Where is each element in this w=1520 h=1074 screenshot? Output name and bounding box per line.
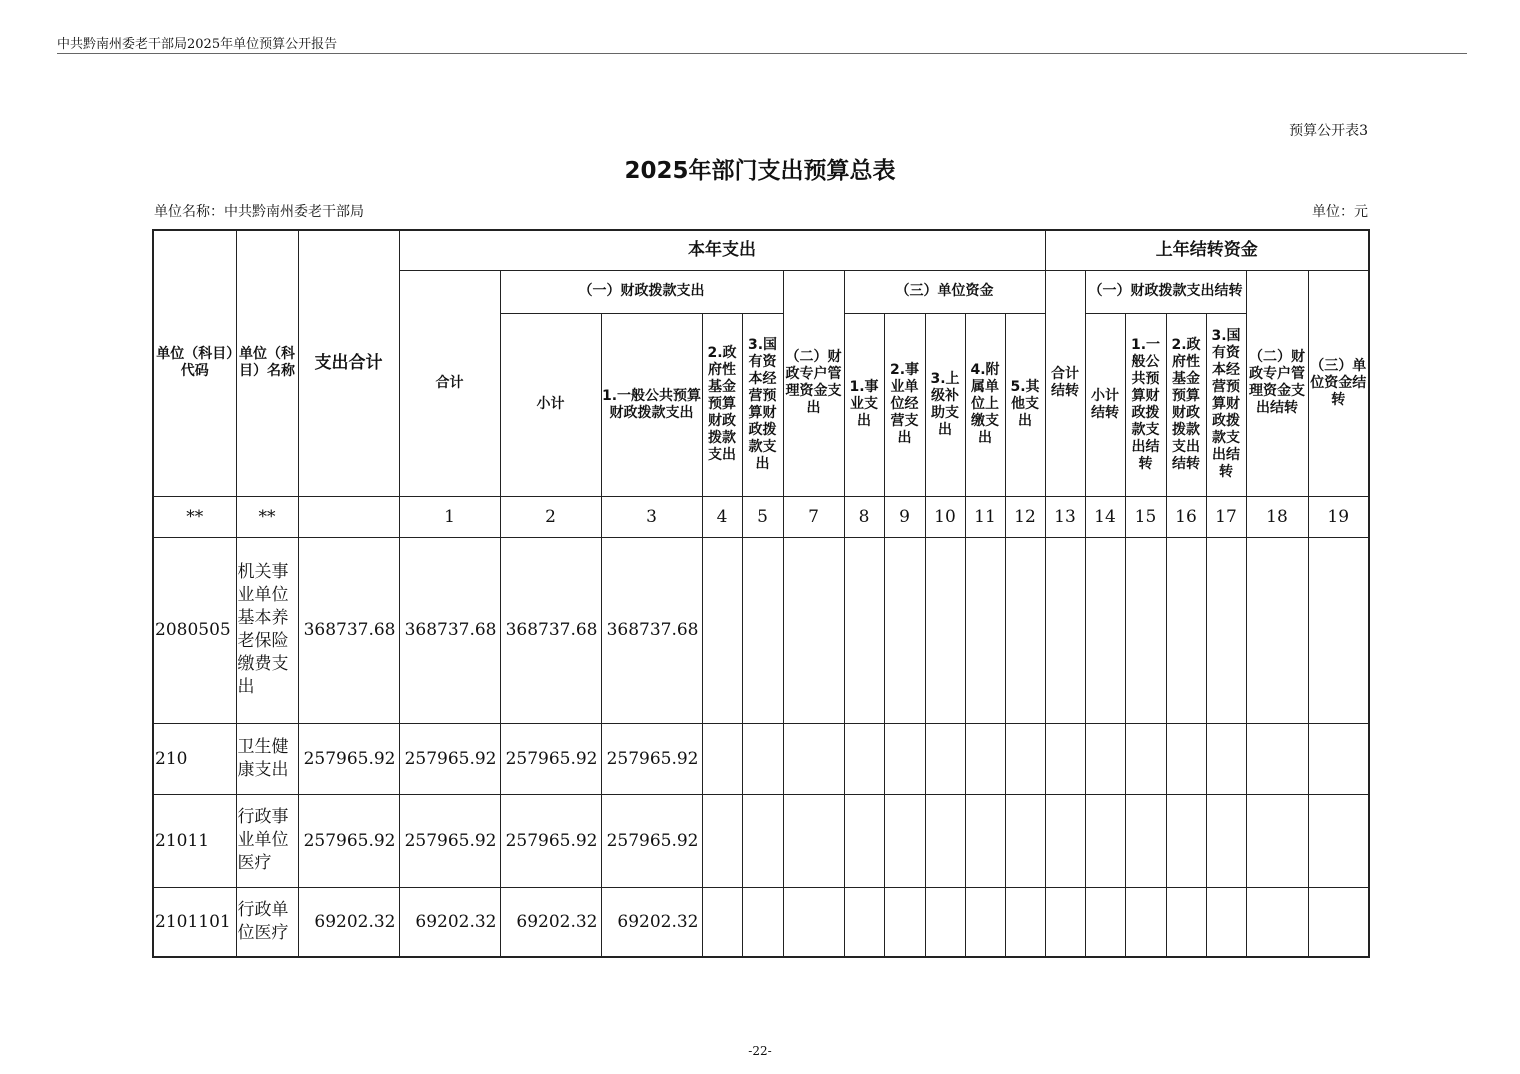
header-code: 单位（科目）代码 [153, 230, 236, 496]
row-cy-total: 257965.92 [399, 794, 500, 887]
column-number [298, 496, 399, 537]
page-number: -22- [748, 1044, 772, 1058]
form-id: 预算公开表3 [1289, 123, 1368, 139]
header-cy-subtotal: 小计 [500, 313, 601, 496]
header-py-unit-funds: （三）单位资金结转 [1308, 270, 1369, 496]
row-cy-total: 257965.92 [399, 723, 500, 794]
column-number: 11 [965, 496, 1005, 537]
column-number: ** [236, 496, 298, 537]
row-general: 69202.32 [601, 887, 702, 957]
column-number: 15 [1125, 496, 1166, 537]
column-number: 19 [1308, 496, 1369, 537]
header-py-subtotal: 小计结转 [1085, 313, 1125, 496]
header-current-year: 本年支出 [399, 230, 1045, 270]
header-prior-year: 上年结转资金 [1045, 230, 1369, 270]
table-row [153, 537, 1369, 723]
header-cy-gov-fund: 2.政府性基金预算财政拨款支出 [702, 313, 742, 496]
column-number-row [153, 496, 1369, 537]
header-cy-subsidy: 3.上级补助支出 [925, 313, 965, 496]
currency-unit: 单位：元 [1312, 204, 1368, 220]
column-number: 16 [1166, 496, 1206, 537]
header-cy-operating: 2.事业单位经营支出 [884, 313, 925, 496]
row-total: 257965.92 [298, 794, 399, 887]
header-py-total: 合计结转 [1045, 270, 1085, 496]
table-row [153, 723, 1369, 794]
row-code: 21011 [153, 794, 236, 887]
row-cy-total: 69202.32 [399, 887, 500, 957]
header-cy-state-capital: 3.国有资本经营预算财政拨款支出 [742, 313, 783, 496]
header-cy-affiliated: 4.附属单位上缴支出 [965, 313, 1005, 496]
header-cy-business: 1.事业支出 [844, 313, 884, 496]
column-number: 3 [601, 496, 702, 537]
column-number: 10 [925, 496, 965, 537]
header-cy-unit-funds: （三）单位资金 [844, 270, 1045, 313]
running-header: 中共黔南州委老干部局2025年单位预算公开报告 [57, 37, 338, 52]
row-name: 行政事业单位医疗 [236, 794, 298, 887]
unit-name: 单位名称：中共黔南州委老干部局 [154, 204, 364, 220]
row-name: 行政单位医疗 [236, 887, 298, 957]
row-name: 卫生健康支出 [236, 723, 298, 794]
header-name: 单位（科目）名称 [236, 230, 298, 496]
column-number: 4 [702, 496, 742, 537]
header-py-special: （二）财政专户管理资金支出结转 [1246, 270, 1308, 496]
column-number: 17 [1206, 496, 1246, 537]
table-row [153, 887, 1369, 957]
row-subtotal: 257965.92 [500, 723, 601, 794]
table-row [153, 794, 1369, 887]
column-number: 14 [1085, 496, 1125, 537]
column-number: 1 [399, 496, 500, 537]
row-subtotal: 368737.68 [500, 537, 601, 723]
header-py-general: 1.一般公共预算财政拨款支出结转 [1125, 313, 1166, 496]
row-general: 257965.92 [601, 723, 702, 794]
row-cy-total: 368737.68 [399, 537, 500, 723]
header-cy-special: （二）财政专户管理资金支出 [783, 270, 844, 496]
header-py-gov-fund: 2.政府性基金预算财政拨款支出结转 [1166, 313, 1206, 496]
column-number: 9 [884, 496, 925, 537]
header-cy-total: 合计 [399, 270, 500, 496]
header-cy-other: 5.其他支出 [1005, 313, 1045, 496]
header-py-state-capital: 3.国有资本经营预算财政拨款支出结转 [1206, 313, 1246, 496]
row-subtotal: 69202.32 [500, 887, 601, 957]
page-title: 2025年部门支出预算总表 [624, 158, 896, 184]
header-py-fiscal: （一）财政拨款支出结转 [1085, 270, 1246, 313]
column-number: 13 [1045, 496, 1085, 537]
column-number: 12 [1005, 496, 1045, 537]
header-cy-fiscal: （一）财政拨款支出 [500, 270, 783, 313]
row-total: 368737.68 [298, 537, 399, 723]
budget-table [152, 229, 1370, 958]
header-rule [57, 53, 1467, 54]
row-general: 257965.92 [601, 794, 702, 887]
row-total: 257965.92 [298, 723, 399, 794]
column-number: 7 [783, 496, 844, 537]
row-general: 368737.68 [601, 537, 702, 723]
column-number: 2 [500, 496, 601, 537]
row-subtotal: 257965.92 [500, 794, 601, 887]
header-cy-general: 1.一般公共预算财政拨款支出 [601, 313, 702, 496]
column-number: 8 [844, 496, 884, 537]
row-total: 69202.32 [298, 887, 399, 957]
column-number: 5 [742, 496, 783, 537]
row-code: 2080505 [153, 537, 236, 723]
column-number: 18 [1246, 496, 1308, 537]
row-name: 机关事业单位基本养老保险缴费支出 [236, 537, 298, 723]
column-number: ** [153, 496, 236, 537]
header-total: 支出合计 [298, 230, 399, 496]
row-code: 2101101 [153, 887, 236, 957]
row-code: 210 [153, 723, 236, 794]
